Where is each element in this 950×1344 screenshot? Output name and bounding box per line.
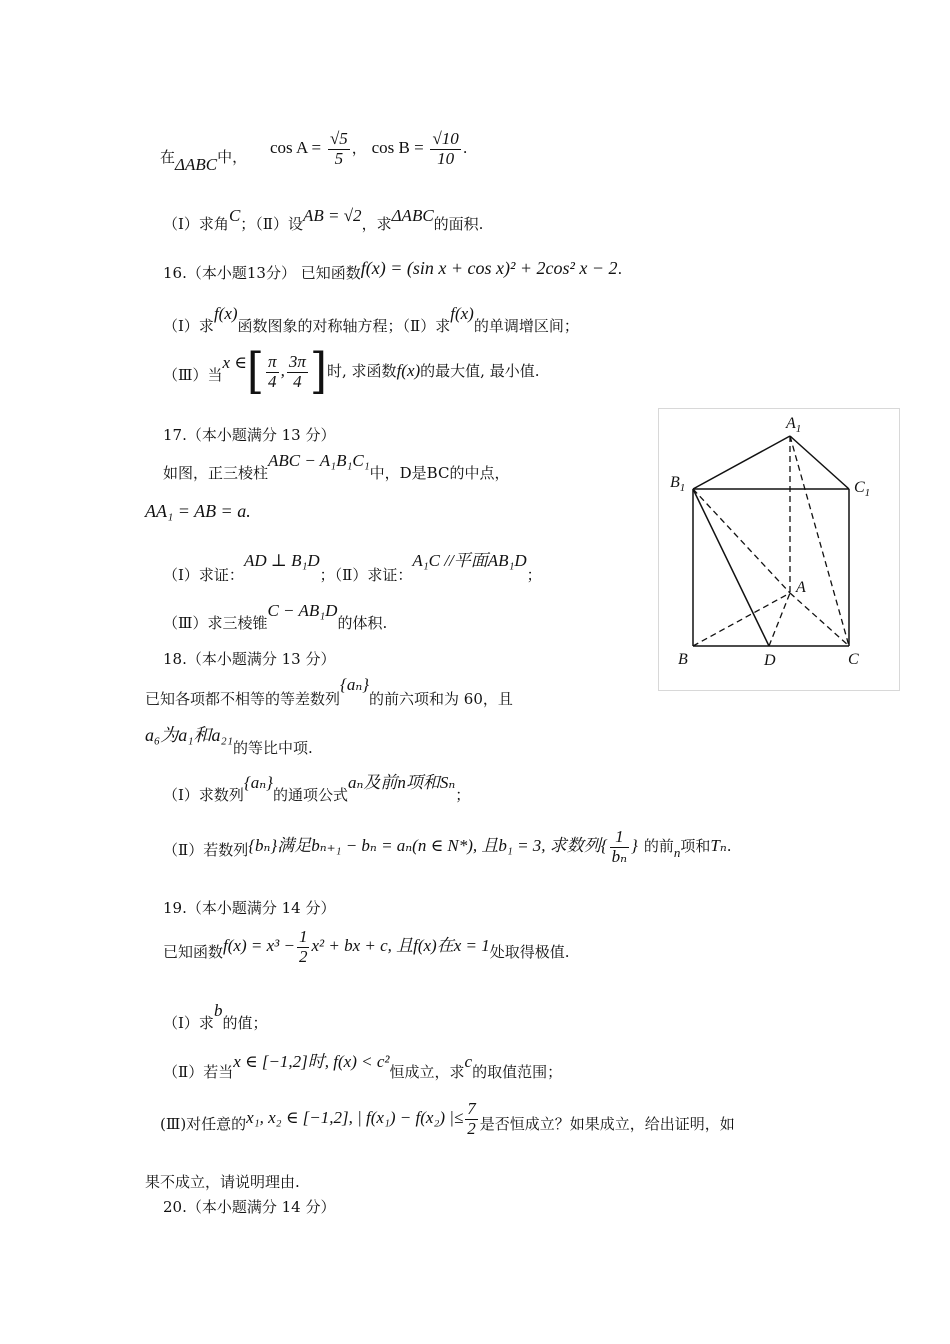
text: 的通项公式 xyxy=(272,786,348,804)
p19-line4 xyxy=(160,1100,735,1138)
text: 函数图象的对称轴方程；（Ⅱ）求 xyxy=(237,317,451,335)
text: 已知各项都不相等的等差数列 xyxy=(145,690,341,708)
left-bracket: [ xyxy=(246,343,265,400)
text: （Ⅱ）若当 xyxy=(163,1063,234,1081)
fraction-1-over-2 xyxy=(297,928,310,966)
math-n: n xyxy=(673,845,681,861)
text: ；（Ⅱ）求证： xyxy=(319,566,413,584)
figure-frame xyxy=(659,409,900,691)
denominator: 10 xyxy=(437,148,455,168)
math-cosB: cos B = xyxy=(371,138,424,158)
math-triangle: ΔABC xyxy=(391,206,434,225)
text: 是否恒成立？如果成立，给出证明，如 xyxy=(479,1115,735,1134)
text: 中，D是BC的中点， xyxy=(369,464,510,482)
p15-line1 xyxy=(160,140,248,174)
denominator: 2 xyxy=(298,946,308,966)
math-function-rest: x² + bx + c, 且f(x)在x = 1 xyxy=(311,936,490,956)
denominator: 4 xyxy=(268,371,277,391)
p18-line2 xyxy=(145,725,313,757)
text: ； xyxy=(455,786,471,804)
text: . xyxy=(462,139,468,158)
math-an: {aₙ} xyxy=(243,773,273,792)
p16-line2 xyxy=(163,304,579,335)
text: 的等比中项. xyxy=(233,739,313,757)
p17-line2: AA₁ = AB = a. xyxy=(145,501,251,521)
text: 已知函数 xyxy=(163,943,224,962)
prism-figure xyxy=(658,408,900,691)
comma: , xyxy=(280,361,285,380)
text: 在 xyxy=(160,148,176,166)
denominator: bₙ xyxy=(611,846,628,866)
p18-line3 xyxy=(163,773,471,804)
math-fx: f(x) xyxy=(213,304,238,323)
p19-line2 xyxy=(163,1001,268,1032)
math-condition: x ∈ [−1,2]时, f(x) < c² xyxy=(233,1052,390,1071)
text: 的最大值, 最小值. xyxy=(420,362,540,380)
edge-DA xyxy=(769,593,790,646)
fraction-7-over-2 xyxy=(465,1100,478,1138)
p19-line1 xyxy=(163,928,570,966)
edge-B1A1 xyxy=(693,436,790,489)
p20-heading: 20.（本小题满分 14 分） xyxy=(163,1198,336,1216)
math-Tn: Tₙ xyxy=(710,836,727,856)
text: （Ⅰ）求证： xyxy=(163,566,244,584)
label-D: D xyxy=(764,652,776,669)
text: （Ⅲ）当 xyxy=(163,366,223,384)
math-geometric-term: a₆为a₁和a₂₁ xyxy=(145,725,234,745)
text: 的单调增区间； xyxy=(473,317,579,335)
math-pyramid: C − AB₁D xyxy=(267,601,338,620)
math-function: f(x) = (sin x + cos x)² + 2cos² x − 2 xyxy=(360,258,618,278)
p18-line1 xyxy=(145,675,513,708)
numerator: 7 xyxy=(467,1099,476,1118)
numerator: π xyxy=(268,351,277,371)
numerator: √5 xyxy=(329,129,348,148)
text: 处取得极值. xyxy=(489,943,570,962)
text: 的体积. xyxy=(337,614,388,632)
edge-A1C xyxy=(790,436,849,646)
p19-line5: 果不成立，请说明理由. xyxy=(145,1173,300,1191)
text: 的前六项和为 60，且 xyxy=(369,690,513,708)
fraction-3pi-over-4 xyxy=(287,353,308,391)
label-A: A xyxy=(796,579,806,596)
math-fx: f(x) xyxy=(396,361,421,380)
denominator: 5 xyxy=(334,148,344,168)
edge-BA xyxy=(693,593,790,646)
edge-AC xyxy=(790,593,849,646)
text: ，求 xyxy=(361,215,392,233)
numerator: 3π xyxy=(288,351,306,371)
text: (Ⅲ)对任意的 xyxy=(160,1115,247,1134)
text: （Ⅰ）求 xyxy=(163,1014,214,1032)
brace: } xyxy=(631,836,638,856)
math-an: {aₙ} xyxy=(340,675,370,694)
p19-line3 xyxy=(163,1052,563,1081)
label-C: C xyxy=(848,651,859,668)
text: （Ⅰ）求角 xyxy=(163,215,229,233)
fraction-pi-over-4 xyxy=(266,353,279,391)
math-AB: AB = √2 xyxy=(302,206,362,225)
label-B: B xyxy=(678,651,688,668)
math-x-in: x ∈ xyxy=(222,353,247,372)
text: . xyxy=(726,837,732,856)
text: （Ⅰ）求 xyxy=(163,317,214,335)
right-bracket: ] xyxy=(309,343,328,400)
math-parallel: A₁C //平面AB₁D xyxy=(412,551,527,570)
math-inequality: x₁, x₂ ∈ [−1,2], | f(x₁) − f(x₂) |≤ xyxy=(246,1108,464,1128)
math-triangle: ΔABC xyxy=(175,155,218,174)
label-B1: $B_1$ xyxy=(670,474,686,494)
text: 的取值范围； xyxy=(472,1063,563,1081)
text: 时, 求函数 xyxy=(327,362,397,380)
label-C1: $C_1$ xyxy=(854,479,871,499)
text: ；（Ⅱ）设 xyxy=(240,215,303,233)
fraction-sqrt5-over-5 xyxy=(328,130,350,168)
math-bn-condition: {bₙ}满足bₙ₊₁ − bₙ = aₙ(n ∈ N*), 且b₁ = 3, 求数列{ xyxy=(248,836,608,856)
denominator: 4 xyxy=(293,371,302,391)
math-fx: f(x) xyxy=(450,304,474,323)
math-C: C xyxy=(228,206,241,225)
p17-line4 xyxy=(163,601,388,632)
math-cosA: cos A = xyxy=(270,138,322,158)
text: （Ⅱ）若数列 xyxy=(163,841,249,860)
denominator: 2 xyxy=(467,1118,476,1138)
edge-B1D xyxy=(693,489,769,646)
prism-diagram xyxy=(658,408,900,691)
math-prism: ABC − A₁B₁C₁ xyxy=(268,451,370,470)
p17-line1 xyxy=(163,451,510,482)
fraction-sqrt10-over-10 xyxy=(430,130,460,168)
p15-line2 xyxy=(163,206,484,233)
text: （Ⅲ）求三棱锥 xyxy=(163,614,268,632)
text: ； xyxy=(526,566,542,584)
text: ， xyxy=(351,139,367,158)
p16-line3 xyxy=(163,343,540,400)
heading: 16.（本小题13分） 已知函数 xyxy=(163,264,361,282)
text: 的值； xyxy=(222,1014,268,1032)
text: 的前 xyxy=(643,837,674,856)
p17-line3 xyxy=(163,551,542,584)
numerator: 1 xyxy=(610,828,629,848)
math-perp: AD ⊥ B₁D xyxy=(243,551,320,570)
text: 如图，正三棱柱 xyxy=(163,464,269,482)
p17-heading: 17.（本小题满分 13 分） xyxy=(163,426,336,444)
numerator: 1 xyxy=(298,927,308,946)
text: （Ⅰ）求数列 xyxy=(163,786,244,804)
math-c: c xyxy=(464,1052,473,1071)
edge-A1C1 xyxy=(790,436,849,489)
fraction-1-over-bn xyxy=(610,828,629,866)
text: 中， xyxy=(217,148,248,166)
p18-heading: 18.（本小题满分 13 分） xyxy=(163,650,336,668)
numerator: √10 xyxy=(432,129,459,148)
text: 的面积. xyxy=(433,215,484,233)
text: . xyxy=(617,260,623,278)
p15-cosA xyxy=(270,130,468,168)
p19-heading: 19.（本小题满分 14 分） xyxy=(163,899,336,917)
text: 恒成立，求 xyxy=(389,1063,465,1081)
label-A1: $A_1$ xyxy=(786,415,802,435)
text: 项和 xyxy=(680,837,711,856)
edge-B1A xyxy=(693,489,790,593)
math-function: f(x) = x³ − xyxy=(223,936,295,956)
p16-line1 xyxy=(163,258,623,282)
p18-line4 xyxy=(163,828,732,866)
math-b: b xyxy=(213,1001,223,1020)
math-an-Sn: aₙ及前n项和Sₙ xyxy=(347,773,456,792)
